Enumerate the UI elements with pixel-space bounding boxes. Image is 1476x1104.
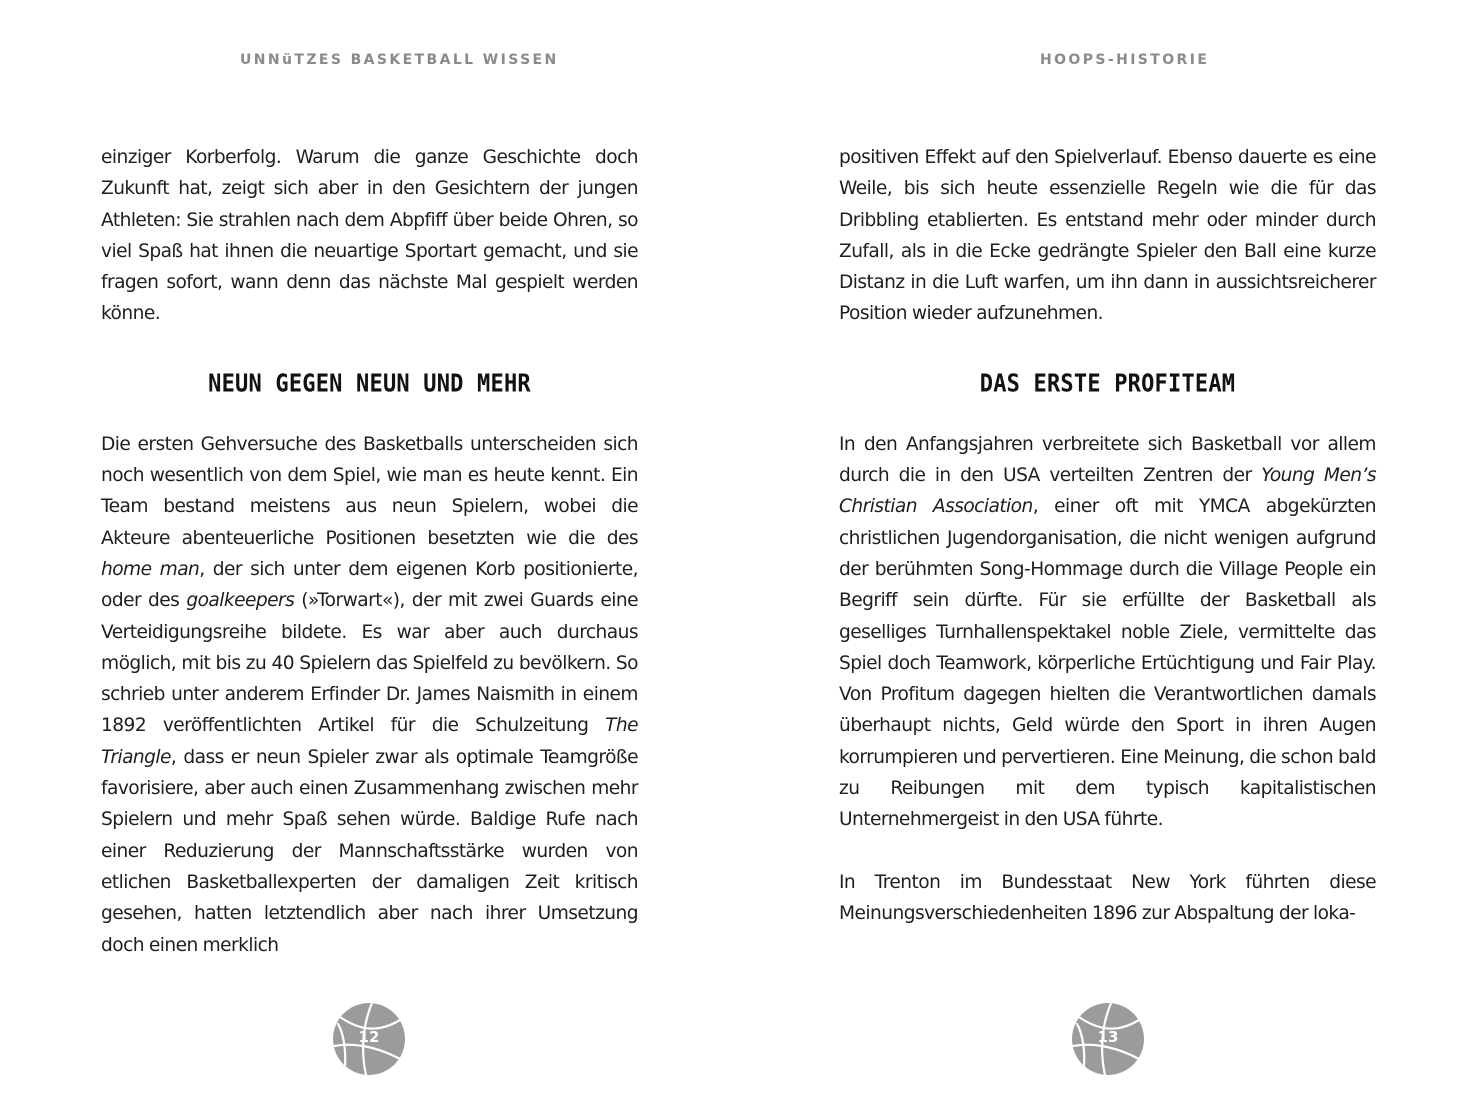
- running-head-left: UNNüTZES BASKETBALL WISSEN: [240, 52, 559, 68]
- right-text-block: [839, 142, 1376, 930]
- page-number-right: 13: [1097, 1028, 1119, 1046]
- text-run: (»Torwart«), der mit zwei Guards eine Verteidigungsreihe bildete. Es war aber auch durchaus möglich, mit bis zu 40 Spielern das Spielfeld zu bevölkern. So schrieb unter anderem Erfinder Dr. James Naismith in einem 1892 veröffentlichten Artikel für die Schulzeitung: [101, 590, 638, 737]
- italic-term-ymca: Young Men’s Christian Association: [839, 465, 1376, 518]
- right-paragraph-2: [839, 429, 1376, 836]
- text-run: , dass er neun Spieler zwar als optimale Teamgröße favorisiere, aber auch einen Zusammenhang zwischen mehr Spielern und mehr Spaß sehen würde. Baldige Rufe nach einer Reduzierung der Mannschaftsstärke wurden von etlichen Basketballexperten der damaligen Zeit kritisch gesehen, hatten letztendlich aber nach ihrer Umsetzung doch einen merklich: [101, 746, 638, 956]
- page-number-left: 12: [358, 1028, 380, 1046]
- text-run: In den Anfangsjahren verbreitete sich Basketball vor allem durch die in den USA verteilten Zentren der: [839, 433, 1376, 487]
- left-paragraph-2: [101, 429, 638, 961]
- right-paragraph-1: positiven Effekt auf den Spielverlauf. Ebenso dauerte es eine Weile, bis sich heute essenzielle Regeln wie die für das Dribbling etablierten. Es entstand mehr oder minder durch Zufall, als in die Ecke gedrängte Spieler den Ball eine kurze Distanz in die Luft warfen, um ihn dann in aussichtsreicherer Position wieder aufzunehmen.: [839, 147, 1376, 325]
- italic-title-the-triangle: The Triangle: [101, 715, 638, 768]
- section-heading-neun-gegen-neun: NEUN GEGEN NEUN UND MEHR: [208, 370, 531, 399]
- running-head-right: HOOPS-HISTORIE: [1040, 52, 1210, 68]
- left-text-block: [101, 142, 638, 961]
- text-run: , der sich unter dem eigenen Korb positionierte, oder des: [101, 558, 639, 612]
- text-run: Die ersten Gehversuche des Basketballs unterscheiden sich noch wesentlich von dem Spiel, wie man es heute kennt. Ein Team bestand meistens aus neun Spielern, wobei die Akteure abenteuerliche Positionen besetzten wie die des: [101, 433, 638, 549]
- italic-term-home-man: home man: [101, 558, 200, 580]
- page-number-badge-right: [1071, 1002, 1145, 1076]
- italic-term-goalkeepers: goalkeepers: [186, 590, 295, 612]
- left-paragraph-1: einziger Korberfolg. Warum die ganze Geschichte doch Zukunft hat, zeigt sich aber in den Gesichtern der jungen Athleten: Sie strahlen nach dem Abpfiff über beide Ohren, so viel Spaß hat ihnen die neuartige Sportart gemacht, und sie fragen sofort, wann denn das nächste Mal gespielt werden könne.: [101, 147, 638, 325]
- text-run: , einer oft mit YMCA abgekürzten christlichen Jugendorganisation, die nicht wenigen aufgrund der berühmten Song-Hommage durch die Village People ein Begriff sein dürfte. Für sie erfüllte der Basketball als geselliges Turnhallenspektakel noble Ziele, vermittelte das Spiel doch Teamwork, körperliche Ertüchtigung und Fair Play. Von Profitum dagegen hielten die Verantwortlichen damals überhaupt nichts, Geld würde den Sport in ihren Augen korrumpieren und pervertieren. Eine Meinung, die schon bald zu Reibungen mit dem typisch kapitalistischen Unternehmergeist in den USA führte.: [839, 496, 1377, 831]
- right-page: [738, 0, 1476, 1104]
- right-paragraph-3: In Trenton im Bundesstaat New York führten diese Meinungsverschiedenheiten 1896 zur Abspaltung der loka-: [839, 871, 1376, 925]
- page-number-badge-left: [332, 1002, 406, 1076]
- section-heading-das-erste-profiteam: DAS ERSTE PROFITEAM: [979, 370, 1236, 399]
